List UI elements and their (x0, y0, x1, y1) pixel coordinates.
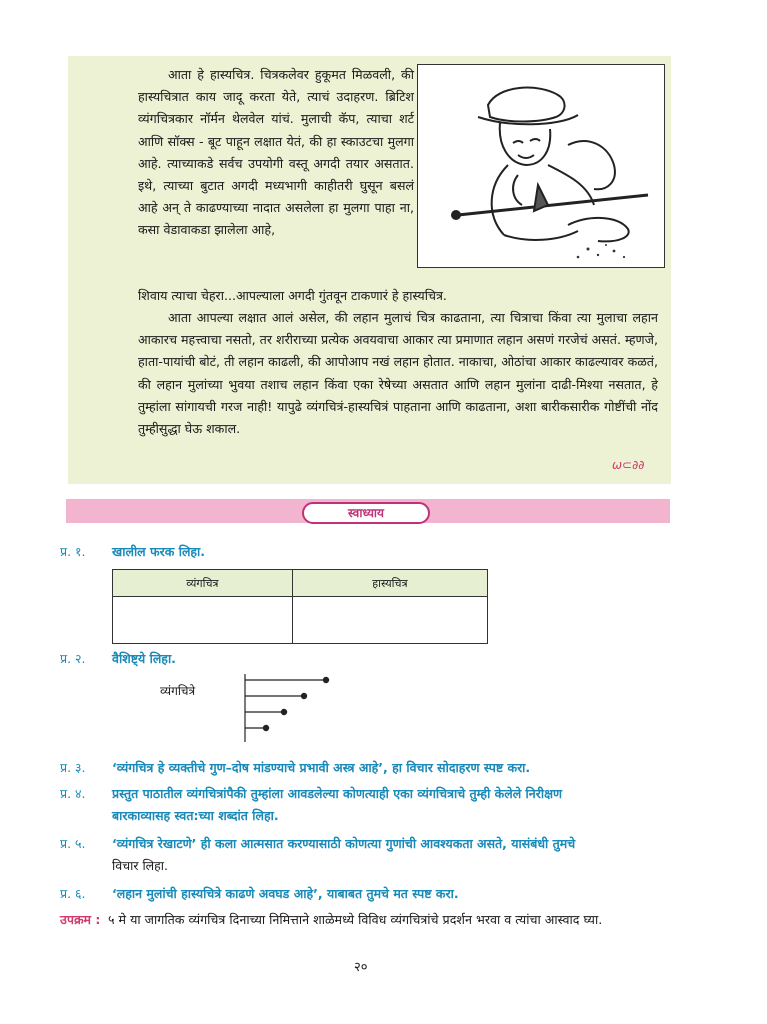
comparison-table (112, 569, 488, 644)
passage-paragraph-2: आता आपल्या लक्षात आलं असेल, की लहान मुलाचं चित्र काढताना, त्या चित्राचा किंवा त्या मुलाचा लहान आकारच महत्त्वाचा नसतो, तर शरीराच्या प्रत्येक अवयवाचा आकार त्या प्रमाणात लहान असणं गरजेचं असतं. म्हणजे, हाता-पायांची बोटं, ती लहान काढली, की आपोआप नखं लहान होतात. नाकाचा, ओठांचा आकार काढल्यावर कळतं, की लहान मुलांच्या भुवया तशाच लहान किंवा एका रेषेच्या असतात आणि लहान मुलांना दाढी-मिश्या नसतात, हे तुम्हांला सांगायची गरज नाही! यापुढे व्यंगचित्रं-हास्यचित्रं पाहताना आणि काढताना, अशा बारीकसारीक गोष्टींची नोंद तुम्हीसुद्धा घेऊ शकाल. (138, 310, 658, 437)
question-text: ‘व्यंगचित्र हे व्यक्तीचे गुण–दोष मांडण्याचे प्रभावी अस्त्र आहे’, हा विचार सोदाहरण स्पष्ट करा. (112, 760, 531, 775)
table-cell (292, 597, 487, 644)
question-number: प्र. १. (60, 544, 86, 559)
table-header-humor: हास्यचित्र (292, 570, 487, 597)
section-title: स्वाध्याय (302, 502, 430, 524)
activity-text: ५ मे या जागतिक व्यंगचित्र दिनाच्या निमित्ताने शाळेमध्ये विविध व्यंगचित्रांचे प्रदर्शन भरवा व त्यांचा आस्वाद घ्या. (108, 912, 603, 927)
question-text: खालील फरक लिहा. (112, 544, 206, 559)
scout-boy-drawing (418, 65, 664, 267)
question-number: प्र. ६. (60, 886, 86, 901)
question-text: बारकाव्यासह स्वत:च्या शब्दांत लिहा. (112, 808, 279, 823)
question-number: प्र. ५. (60, 836, 86, 851)
table-header-cartoon: व्यंगचित्र (113, 570, 293, 597)
question-number: प्र. ३. (60, 760, 86, 775)
passage-text: आता हे हास्यचित्र. चित्रकलेवर हुकूमत मिळवली, की हास्यचित्रात काय जादू करता येते, त्याचं उदाहरण. ब्रिटिश व्यंगचित्रकार नॉर्मन थेलवेल यांचं. मुलाची कॅप, त्याचा शर्ट आणि सॉक्स - बूट पाहून लक्षात येतं, की हा स्काउटचा मुलगा आहे. त्याच्याकडे सर्वच उपयोगी वस्तू अगदी तयार असतात. इथे, त्याच्या बुटात अगदी मध्यभागी काहीतरी घुसून बसलं आहे अन् ते काढण्याच्या नादात असलेला हा मुलगा पाहा ना, कसा वेडावाकडा झालेला आहे, (138, 67, 414, 238)
question-text: प्रस्तुत पाठातील व्यंगचित्रांपैकी तुम्हांला आवडलेल्या कोणत्याही एका व्यंगचित्राचे तुम्ही केलेले निरीक्षण (112, 786, 563, 801)
passage-line: शिवाय त्याचा चेहरा...आपल्याला अगदी गुंतवून टाकणारं हे हास्यचित्र. (138, 288, 447, 303)
activity-label: उपक्रम : (60, 912, 101, 927)
question-text: विचार लिहा. (112, 858, 169, 873)
author-signature: ω⊂∂∂ (612, 458, 645, 472)
passage-paragraph-1 (138, 64, 414, 242)
table-cell (113, 597, 293, 644)
features-diagram (240, 670, 340, 746)
features-label: व्यंगचित्रे (160, 684, 196, 698)
cartoon-illustration (417, 64, 665, 268)
question-text: वैशिष्ट्ये लिहा. (112, 651, 176, 666)
page-number: २० (354, 960, 368, 975)
question-text: ‘व्यंगचित्र रेखाटणे’ ही कला आत्मसात करण्यासाठी कोणत्या गुणांची आवश्यकता असते, यासंबंधी तुमचे (112, 836, 576, 851)
question-number: प्र. ४. (60, 786, 86, 801)
question-number: प्र. २. (60, 651, 86, 666)
question-text: ‘लहान मुलांची हास्यचित्रे काढणे अवघड आहे’, याबाबत तुमचे मत स्पष्ट करा. (112, 886, 459, 901)
